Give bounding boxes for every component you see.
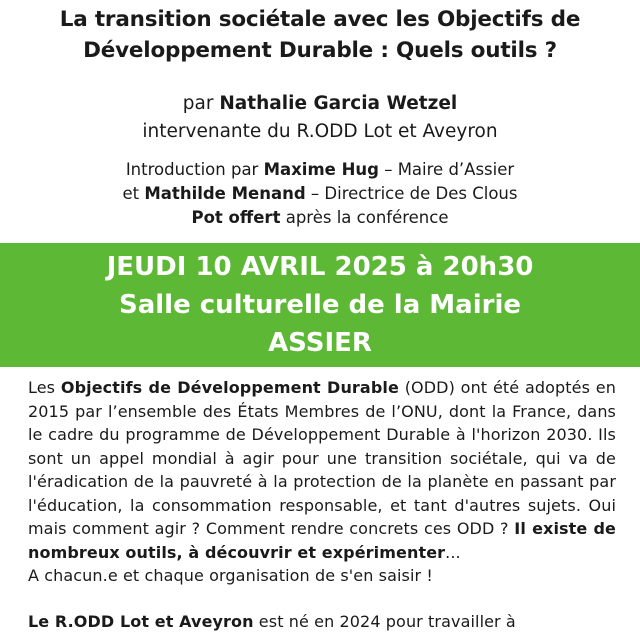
event-banner xyxy=(0,243,640,367)
speaker-block xyxy=(0,90,640,146)
event-title-line-1: La transition sociétale avec les Objectifs de xyxy=(59,7,581,32)
p1-end: ... xyxy=(445,542,461,562)
speaker-role: intervenante du R.ODD Lot et Aveyron xyxy=(142,121,498,142)
intro-person-2-role: – Directrice de Des Clous xyxy=(305,184,518,203)
introduction-block xyxy=(0,158,640,230)
speaker-prefix: par xyxy=(182,93,220,114)
p1-bold-odd: Objectifs de Développement Durable xyxy=(60,378,399,397)
p1-bold-tools: Il existe de nombreux outils, à découvrir et expérimenter xyxy=(28,519,616,562)
intro-line-1 xyxy=(0,158,640,182)
speaker-name: Nathalie Garcia Wetzel xyxy=(219,93,458,114)
event-town: ASSIER xyxy=(268,328,372,358)
intro-person-1-role: – Maire d’Assier xyxy=(378,160,515,179)
intro-person-1: Maxime Hug xyxy=(263,160,379,179)
intro-line-2 xyxy=(0,182,640,206)
intro-prefix: Introduction par xyxy=(125,160,264,179)
event-date: JEUDI 10 AVRIL 2025 à 20h30 xyxy=(106,252,534,282)
event-venue: Salle culturelle de la Mairie xyxy=(118,290,522,320)
description-paragraph-1 xyxy=(28,376,616,564)
intro-connector: et xyxy=(122,184,145,203)
p3-rest: est né en 2024 pour travailler à xyxy=(253,611,516,631)
event-title xyxy=(0,4,640,66)
p1-middle: (ODD) ont été adoptés en 2015 par l’ensemble des États Membres de l’ONU, dont la France, dans le cadre du programme de Développement Durable à l'horizon 2030. Ils sont un appel mondial à agir pour une transition sociétale, qui va de l'éradication de la pauvreté à la protection de la planète en passant par l'éducation, la consommation responsable, et tant d'autres sujets. Oui mais comment agir ? Comment rendre concrets ces ODD ? xyxy=(28,378,616,538)
event-title-line-2: Développement Durable : Quels outils ? xyxy=(83,38,557,63)
speaker-line xyxy=(0,90,640,118)
p1-start: Les xyxy=(28,378,61,397)
intro-person-2: Mathilde Menand xyxy=(144,184,306,203)
p3-bold-rodd: Le R.ODD Lot et Aveyron xyxy=(28,611,254,631)
pot-offert-rest: après la conférence xyxy=(280,208,449,227)
event-description xyxy=(28,376,616,633)
description-paragraph-2: A chacun.e et chaque organisation de s'en saisir ! xyxy=(28,566,433,585)
description-paragraph-3 xyxy=(28,610,616,634)
intro-line-3 xyxy=(0,206,640,230)
pot-offert: Pot offert xyxy=(191,208,281,227)
